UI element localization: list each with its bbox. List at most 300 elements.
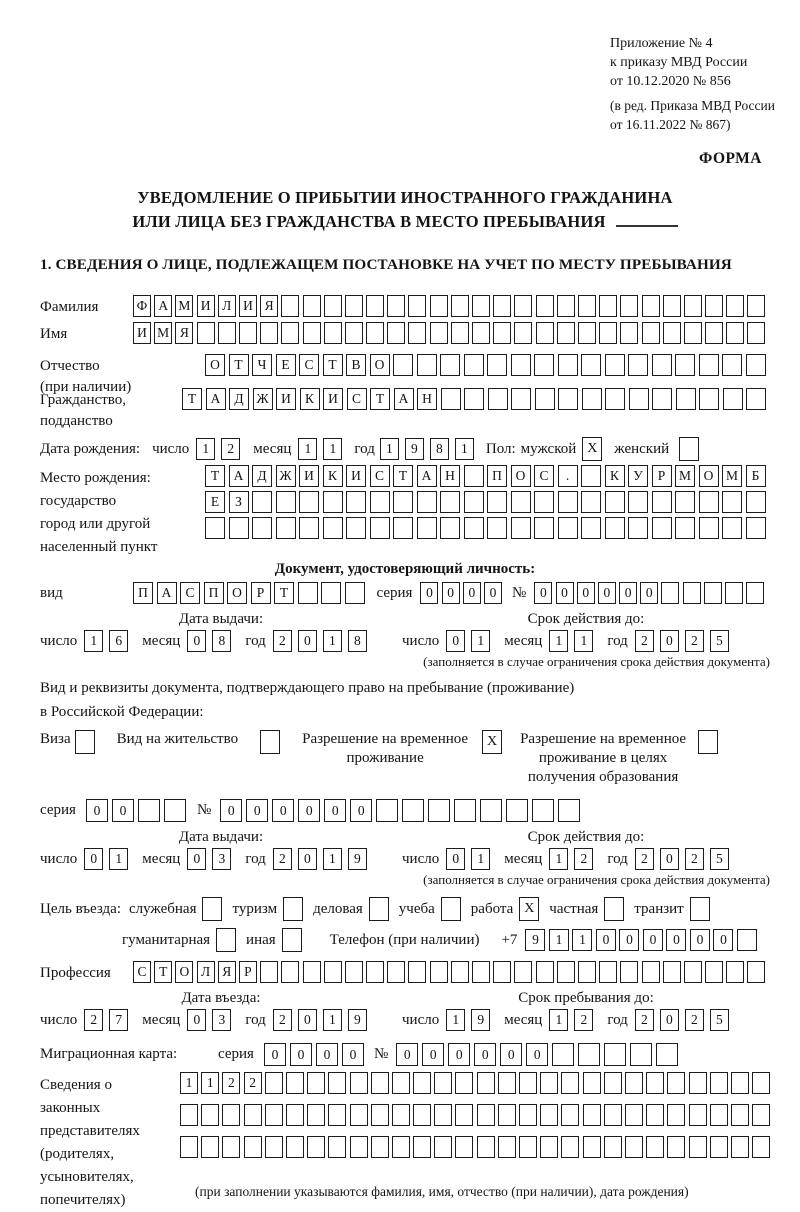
char-cell bbox=[323, 517, 343, 539]
char-cell bbox=[630, 1043, 652, 1066]
char-cell: М bbox=[722, 465, 742, 487]
guardians-row bbox=[40, 1072, 770, 1212]
char-cell: С bbox=[180, 582, 200, 604]
char-cell bbox=[260, 322, 278, 344]
permit-number-label: № bbox=[196, 802, 212, 818]
char-cell: К bbox=[605, 465, 625, 487]
char-cell bbox=[370, 491, 390, 513]
permit-expiry-month-cells bbox=[549, 848, 593, 870]
char-cell: О bbox=[175, 961, 193, 983]
char-cell: Б bbox=[746, 465, 766, 487]
char-cell bbox=[726, 961, 744, 983]
char-cell: 5 bbox=[710, 1009, 729, 1031]
char-cell: 1 bbox=[109, 848, 128, 870]
char-cell bbox=[464, 517, 484, 539]
char-cell bbox=[472, 961, 490, 983]
char-cell bbox=[675, 491, 695, 513]
purpose-label: Цель въезда: bbox=[40, 900, 121, 917]
char-cell bbox=[683, 582, 701, 604]
form-label: ФОРМА bbox=[698, 150, 762, 167]
char-cell: 0 bbox=[264, 1043, 286, 1066]
char-cell: 0 bbox=[534, 582, 552, 604]
issue-date-heading: Дата выдачи: bbox=[178, 611, 264, 627]
char-cell: 0 bbox=[660, 630, 679, 652]
char-cell bbox=[387, 322, 405, 344]
form-title-line1: УВЕДОМЛЕНИЕ О ПРИБЫТИИ ИНОСТРАННОГО ГРАЖДАНИНА bbox=[137, 188, 673, 207]
char-cell bbox=[514, 961, 532, 983]
citizenship-label: Гражданство, подданство bbox=[40, 392, 127, 429]
char-cell bbox=[260, 961, 278, 983]
char-cell: 2 bbox=[635, 630, 654, 652]
char-cell: 1 bbox=[323, 438, 342, 460]
patronymic-row bbox=[40, 354, 770, 395]
expiry-date-heading: Срок действия до: bbox=[527, 611, 645, 627]
char-cell bbox=[534, 491, 554, 513]
char-cell: Т bbox=[274, 582, 294, 604]
guardians-labels: Сведения о законных представителях (родителях, усыновителях, попечителях) bbox=[40, 1077, 140, 1208]
legal-header bbox=[610, 34, 800, 134]
char-cell bbox=[370, 517, 390, 539]
birth-place-labels: Место рождения: государство город или другой населенный пункт bbox=[40, 470, 158, 555]
char-cell bbox=[561, 1136, 579, 1158]
char-cell bbox=[558, 354, 578, 376]
char-cell bbox=[652, 354, 672, 376]
char-cell: Д bbox=[229, 388, 249, 410]
char-cell bbox=[366, 295, 384, 317]
char-cell bbox=[328, 1104, 346, 1126]
char-cell: 0 bbox=[422, 1043, 444, 1066]
char-cell bbox=[298, 582, 318, 604]
purpose-row1: Цель въезда: служебная туризм деловая учеба работа X частная транзит bbox=[40, 897, 770, 921]
char-cell bbox=[604, 1136, 622, 1158]
char-cell bbox=[408, 961, 426, 983]
char-cell bbox=[239, 322, 257, 344]
char-cell: Л bbox=[218, 295, 236, 317]
char-cell bbox=[656, 1043, 678, 1066]
char-cell bbox=[536, 322, 554, 344]
char-cell bbox=[552, 1043, 574, 1066]
char-cell: 0 bbox=[446, 848, 465, 870]
guardians-line3 bbox=[180, 1136, 770, 1158]
char-cell bbox=[164, 799, 186, 822]
phone-prefix: +7 bbox=[501, 931, 518, 948]
char-cell bbox=[723, 388, 743, 410]
char-cell bbox=[642, 295, 660, 317]
doc-number-cells bbox=[534, 582, 764, 604]
char-cell bbox=[393, 491, 413, 513]
char-cell: М bbox=[675, 465, 695, 487]
char-cell: 2 bbox=[244, 1072, 262, 1094]
char-cell: С bbox=[370, 465, 390, 487]
char-cell bbox=[534, 517, 554, 539]
char-cell bbox=[350, 1104, 368, 1126]
stay-year-cells bbox=[635, 1009, 729, 1031]
char-cell: 9 bbox=[348, 1009, 367, 1031]
char-cell bbox=[540, 1072, 558, 1094]
char-cell bbox=[747, 295, 765, 317]
char-cell bbox=[387, 961, 405, 983]
char-cell bbox=[371, 1104, 389, 1126]
char-cell bbox=[625, 1072, 643, 1094]
char-cell: А bbox=[206, 388, 226, 410]
given-name-row bbox=[40, 322, 770, 344]
char-cell: 1 bbox=[180, 1072, 198, 1094]
char-cell bbox=[689, 1072, 707, 1094]
char-cell bbox=[428, 799, 450, 822]
char-cell bbox=[583, 1104, 601, 1126]
appendix-line: Приложение № 4 bbox=[610, 36, 713, 51]
birth-date-label: Дата рождения: bbox=[40, 440, 141, 457]
char-cell: 2 bbox=[273, 1009, 292, 1031]
char-cell bbox=[628, 517, 648, 539]
section1-heading: 1. СВЕДЕНИЯ О ЛИЦЕ, ПОДЛЕЖАЩЕМ ПОСТАНОВКЕ НА УЧЕТ ПО МЕСТУ ПРЕБЫВАНИЯ bbox=[40, 256, 732, 273]
char-cell: Р bbox=[652, 465, 672, 487]
residence-doc-options bbox=[40, 730, 770, 787]
char-cell bbox=[699, 517, 719, 539]
char-cell bbox=[599, 295, 617, 317]
char-cell: 0 bbox=[556, 582, 574, 604]
char-cell bbox=[307, 1104, 325, 1126]
surname-row bbox=[40, 295, 770, 317]
char-cell: П bbox=[204, 582, 224, 604]
char-cell: 0 bbox=[396, 1043, 418, 1066]
char-cell bbox=[578, 961, 596, 983]
char-cell bbox=[704, 582, 722, 604]
migration-card-row bbox=[40, 1043, 770, 1066]
char-cell: И bbox=[276, 388, 296, 410]
char-cell bbox=[455, 1104, 473, 1126]
char-cell bbox=[684, 961, 702, 983]
char-cell bbox=[557, 295, 575, 317]
citizenship-cells bbox=[182, 388, 766, 410]
char-cell bbox=[534, 354, 554, 376]
char-cell bbox=[441, 388, 461, 410]
char-cell: 1 bbox=[549, 929, 569, 951]
char-cell bbox=[417, 491, 437, 513]
char-cell bbox=[455, 1072, 473, 1094]
char-cell bbox=[519, 1104, 537, 1126]
char-cell: 0 bbox=[342, 1043, 364, 1066]
char-cell bbox=[498, 1072, 516, 1094]
stay-month-cells bbox=[549, 1009, 593, 1031]
char-cell bbox=[747, 322, 765, 344]
profession-label: Профессия bbox=[40, 965, 111, 981]
char-cell bbox=[710, 1104, 728, 1126]
char-cell bbox=[625, 1104, 643, 1126]
char-cell bbox=[652, 388, 672, 410]
char-cell: О bbox=[699, 465, 719, 487]
char-cell: 0 bbox=[598, 582, 616, 604]
char-cell: И bbox=[133, 322, 151, 344]
char-cell bbox=[417, 517, 437, 539]
char-cell bbox=[667, 1136, 685, 1158]
issue-month-cells bbox=[187, 630, 231, 652]
option-temp-permit: Разрешение на временное проживание X bbox=[302, 730, 502, 768]
char-cell bbox=[477, 1104, 495, 1126]
char-cell: 1 bbox=[549, 630, 568, 652]
char-cell bbox=[558, 491, 578, 513]
char-cell: 8 bbox=[430, 438, 449, 460]
char-cell bbox=[699, 388, 719, 410]
char-cell: Я bbox=[260, 295, 278, 317]
char-cell bbox=[324, 961, 342, 983]
char-cell: 1 bbox=[471, 848, 490, 870]
char-cell bbox=[667, 1104, 685, 1126]
char-cell: Р bbox=[239, 961, 257, 983]
issue-day-cells bbox=[84, 630, 128, 652]
char-cell bbox=[581, 354, 601, 376]
char-cell bbox=[487, 491, 507, 513]
expiry-note: (заполняется в случае ограничения срока действия документа) bbox=[423, 654, 770, 669]
char-cell: 1 bbox=[471, 630, 490, 652]
permit-expiry-day-cells bbox=[446, 848, 490, 870]
birth-place-line3 bbox=[205, 517, 766, 539]
char-cell bbox=[303, 322, 321, 344]
birth-place-cells bbox=[205, 465, 766, 543]
char-cell bbox=[197, 322, 215, 344]
char-cell bbox=[303, 295, 321, 317]
birth-place-line1 bbox=[205, 465, 766, 487]
char-cell: 1 bbox=[323, 848, 342, 870]
permit-issue-month-cells bbox=[187, 848, 231, 870]
char-cell bbox=[676, 388, 696, 410]
char-cell bbox=[628, 491, 648, 513]
char-cell: 1 bbox=[455, 438, 474, 460]
char-cell: 0 bbox=[713, 929, 733, 951]
char-cell bbox=[299, 517, 319, 539]
char-cell bbox=[498, 1104, 516, 1126]
char-cell bbox=[498, 1136, 516, 1158]
char-cell bbox=[276, 491, 296, 513]
char-cell bbox=[605, 354, 625, 376]
char-cell: 1 bbox=[298, 438, 317, 460]
birth-month-cells bbox=[298, 438, 342, 460]
char-cell: О bbox=[227, 582, 247, 604]
char-cell bbox=[667, 1072, 685, 1094]
char-cell bbox=[392, 1104, 410, 1126]
char-cell: 2 bbox=[685, 1009, 704, 1031]
char-cell bbox=[722, 491, 742, 513]
char-cell: 2 bbox=[685, 630, 704, 652]
char-cell bbox=[434, 1072, 452, 1094]
char-cell bbox=[480, 799, 502, 822]
entry-dates: Дата въезда: число 2 7 месяц 0 3 год 2 0 1 9 Срок пребывания до: число 1 9 месяц 1 2 год 2 0 2 5 bbox=[40, 991, 770, 1031]
purpose-commercial-checkbox bbox=[369, 897, 389, 921]
char-cell bbox=[324, 322, 342, 344]
char-cell bbox=[511, 491, 531, 513]
guardians-note: (при заполнении указываются фамилия, имя, отчество (при наличии), дата рождения) bbox=[195, 1184, 689, 1199]
char-cell bbox=[604, 1072, 622, 1094]
char-cell: 0 bbox=[187, 848, 206, 870]
day-label: число bbox=[152, 440, 190, 457]
char-cell bbox=[684, 322, 702, 344]
char-cell bbox=[487, 354, 507, 376]
char-cell: 2 bbox=[84, 1009, 103, 1031]
identity-doc-row bbox=[40, 582, 770, 604]
residence-doc-intro1: Вид и реквизиты документа, подтверждающего право на пребывание (проживание) bbox=[40, 680, 575, 696]
char-cell bbox=[218, 322, 236, 344]
surname-cells bbox=[133, 295, 765, 317]
char-cell bbox=[581, 465, 601, 487]
char-cell bbox=[620, 295, 638, 317]
char-cell bbox=[536, 961, 554, 983]
char-cell bbox=[722, 517, 742, 539]
char-cell bbox=[328, 1072, 346, 1094]
char-cell: 1 bbox=[446, 1009, 465, 1031]
char-cell: О bbox=[511, 465, 531, 487]
char-cell bbox=[328, 1136, 346, 1158]
char-cell: 0 bbox=[619, 582, 637, 604]
char-cell bbox=[477, 1072, 495, 1094]
purpose-tourism-checkbox bbox=[283, 897, 303, 921]
char-cell: 1 bbox=[572, 929, 592, 951]
form-title-line2: ИЛИ ЛИЦА БЕЗ ГРАЖДАНСТВА В МЕСТО ПРЕБЫВАНИЯ bbox=[40, 210, 770, 234]
char-cell bbox=[581, 491, 601, 513]
char-cell bbox=[286, 1072, 304, 1094]
guardians-line1 bbox=[180, 1072, 770, 1094]
char-cell bbox=[663, 322, 681, 344]
char-cell: Т bbox=[229, 354, 249, 376]
expiry-month-cells bbox=[549, 630, 593, 652]
char-cell bbox=[746, 517, 766, 539]
char-cell: 1 bbox=[549, 848, 568, 870]
char-cell bbox=[726, 322, 744, 344]
char-cell bbox=[252, 517, 272, 539]
char-cell bbox=[205, 517, 225, 539]
char-cell bbox=[684, 295, 702, 317]
char-cell: 5 bbox=[710, 630, 729, 652]
char-cell: 0 bbox=[474, 1043, 496, 1066]
char-cell: А bbox=[417, 465, 437, 487]
char-cell bbox=[265, 1104, 283, 1126]
char-cell bbox=[578, 295, 596, 317]
char-cell: Л bbox=[197, 961, 215, 983]
purpose-private-checkbox bbox=[604, 897, 624, 921]
char-cell bbox=[345, 322, 363, 344]
char-cell: 1 bbox=[323, 630, 342, 652]
char-cell bbox=[464, 491, 484, 513]
char-cell bbox=[307, 1136, 325, 1158]
char-cell bbox=[393, 354, 413, 376]
option-residence-permit: Вид на жительство bbox=[117, 730, 280, 754]
char-cell: 9 bbox=[525, 929, 545, 951]
phone-label: Телефон (при наличии) bbox=[329, 931, 480, 948]
char-cell bbox=[663, 961, 681, 983]
char-cell bbox=[392, 1136, 410, 1158]
issue-year-cells bbox=[273, 630, 367, 652]
char-cell bbox=[402, 799, 424, 822]
expiry-year-cells bbox=[635, 630, 729, 652]
char-cell: 0 bbox=[316, 1043, 338, 1066]
year-label: год bbox=[354, 440, 375, 457]
char-cell: Ж bbox=[276, 465, 296, 487]
char-cell: К bbox=[300, 388, 320, 410]
char-cell bbox=[229, 517, 249, 539]
profession-row bbox=[40, 961, 770, 983]
char-cell: 0 bbox=[298, 1009, 317, 1031]
char-cell: 0 bbox=[298, 848, 317, 870]
char-cell: 1 bbox=[323, 1009, 342, 1031]
char-cell: 0 bbox=[484, 582, 502, 604]
purpose-humanitarian-checkbox bbox=[216, 928, 236, 952]
char-cell bbox=[222, 1136, 240, 1158]
char-cell: Н bbox=[417, 388, 437, 410]
char-cell bbox=[408, 322, 426, 344]
char-cell bbox=[455, 1136, 473, 1158]
char-cell bbox=[558, 517, 578, 539]
title-underline bbox=[616, 212, 678, 227]
char-cell: 2 bbox=[574, 1009, 593, 1031]
purpose-work-checkbox: X bbox=[519, 897, 539, 921]
char-cell bbox=[281, 961, 299, 983]
char-cell bbox=[472, 322, 490, 344]
permit-series-cells bbox=[86, 799, 186, 822]
char-cell bbox=[599, 322, 617, 344]
char-cell: 0 bbox=[448, 1043, 470, 1066]
char-cell bbox=[689, 1136, 707, 1158]
char-cell bbox=[376, 799, 398, 822]
char-cell bbox=[725, 582, 743, 604]
char-cell bbox=[413, 1104, 431, 1126]
char-cell: А bbox=[157, 582, 177, 604]
char-cell bbox=[536, 295, 554, 317]
char-cell: 0 bbox=[619, 929, 639, 951]
char-cell bbox=[307, 1072, 325, 1094]
char-cell: А bbox=[394, 388, 414, 410]
char-cell: 3 bbox=[212, 848, 231, 870]
char-cell bbox=[578, 1043, 600, 1066]
char-cell: 0 bbox=[350, 799, 372, 822]
amendment-line: от 16.11.2022 № 867) bbox=[610, 117, 731, 132]
char-cell bbox=[532, 799, 554, 822]
char-cell bbox=[440, 517, 460, 539]
char-cell: 5 bbox=[710, 848, 729, 870]
migration-card-label: Миграционная карта: bbox=[40, 1046, 178, 1062]
profession-cells bbox=[133, 961, 765, 983]
char-cell bbox=[464, 465, 484, 487]
char-cell bbox=[488, 388, 508, 410]
char-cell: 0 bbox=[660, 1009, 679, 1031]
char-cell bbox=[477, 1136, 495, 1158]
sex-female-label: женский bbox=[614, 440, 670, 457]
purpose-other-checkbox bbox=[282, 928, 302, 952]
amendment-line: (в ред. Приказа МВД России bbox=[610, 98, 775, 113]
char-cell bbox=[746, 388, 766, 410]
char-cell bbox=[430, 295, 448, 317]
char-cell bbox=[451, 322, 469, 344]
char-cell: 1 bbox=[549, 1009, 568, 1031]
char-cell bbox=[321, 582, 341, 604]
char-cell bbox=[746, 491, 766, 513]
month-label: месяц bbox=[253, 440, 292, 457]
char-cell bbox=[752, 1104, 770, 1126]
permit-dates: Дата выдачи: число 0 1 месяц 0 3 год 2 0 1 9 Срок действия до: число 0 1 месяц 1 2 год 2 0 2 5 (заполняется в случае ограничения срока действия документа) bbox=[40, 829, 770, 887]
char-cell bbox=[345, 961, 363, 983]
char-cell bbox=[519, 1072, 537, 1094]
char-cell bbox=[599, 961, 617, 983]
char-cell bbox=[434, 1104, 452, 1126]
char-cell bbox=[346, 517, 366, 539]
char-cell: Д bbox=[252, 465, 272, 487]
char-cell bbox=[705, 322, 723, 344]
char-cell: 0 bbox=[298, 799, 320, 822]
birth-date-row bbox=[40, 437, 770, 461]
char-cell bbox=[281, 295, 299, 317]
char-cell: И bbox=[299, 465, 319, 487]
migration-series-cells bbox=[264, 1043, 364, 1066]
char-cell: 2 bbox=[635, 1009, 654, 1031]
permit-series-row bbox=[40, 799, 770, 822]
